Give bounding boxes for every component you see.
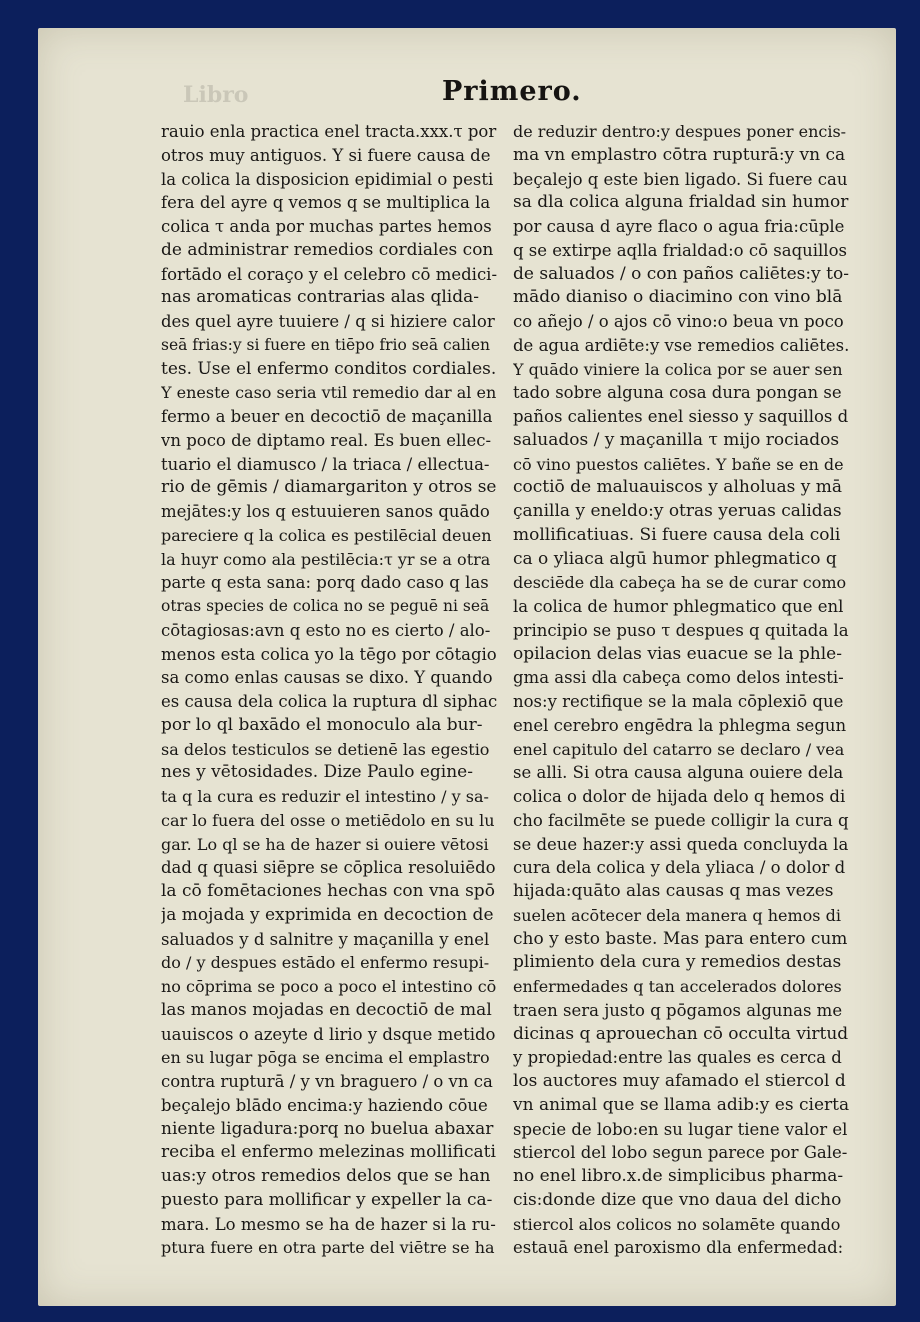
text-line: uas:y otros remedios delos que se han: [161, 1166, 491, 1186]
text-line: menos esta colica yo la tēgo por cōtagio: [161, 644, 497, 664]
text-line: tuario el diamusco / la triaca / ellectua-: [161, 454, 490, 474]
text-line: vn animal que se llama adib:y es cierta: [513, 1094, 849, 1115]
text-line: de saluados / o con paños caliētes:y to-: [513, 263, 849, 284]
text-line: desciēde dla cabeça ha se de curar como: [513, 573, 847, 593]
text-line: colica o dolor de hijada delo q hemos di: [513, 787, 846, 806]
text-line: car lo fuera del osse o metiēdolo en su lu: [161, 810, 495, 830]
text-line: suelen acōtecer dela manera q hemos di: [513, 905, 841, 925]
page-title: Primero.: [442, 76, 582, 107]
running-header: [38, 76, 896, 116]
text-line: ta q la cura es reduzir el intestino / y sa-: [161, 787, 489, 806]
text-line: fortādo el coraço y el celebro cō medici-: [161, 264, 497, 284]
text-line: fermo a beuer en decoctiō de maçanilla: [161, 407, 493, 426]
text-line: colica τ anda por muchas partes hemos: [161, 217, 492, 236]
text-line: cō vino puestos caliētes. Y bañe se en de: [513, 454, 844, 474]
text-line: plimiento dela cura y remedios destas: [513, 952, 842, 973]
text-line: otras species de colica no se peguē ni seā: [161, 597, 490, 615]
text-line: opilacion delas vias euacue se la phle-: [513, 643, 842, 664]
book-page: [38, 28, 896, 1306]
text-line: es causa dela colica la ruptura dl siphac: [161, 692, 497, 711]
text-line: traen sera justo q pōgamos algunas me: [513, 1000, 843, 1020]
text-line: cura dela colica y dela yliaca / o dolor d: [513, 858, 846, 878]
text-line: paños calientes enel siesso y saquillos d: [513, 407, 849, 426]
text-line: tes. Use el enfermo conditos cordiales.: [161, 358, 497, 379]
text-line: saluados / y maçanilla τ mijo rociados: [513, 429, 840, 450]
text-line: specie de lobo:en su lugar tiene valor el: [513, 1119, 848, 1139]
text-line: seā frias:y si fuere en tiēpo frio seā calien: [161, 335, 491, 354]
text-line: saluados y d salnitre y maçanilla y enel: [161, 929, 490, 949]
text-line: la cō fomētaciones hechas con vna spō: [161, 881, 495, 901]
text-line: ja mojada y exprimida en decoction de: [161, 904, 494, 925]
text-line: nes y vētosidades. Dize Paulo egine-: [161, 762, 473, 783]
text-line: Y quādo viniere la colica por se auer sen: [513, 359, 843, 379]
text-line: vn poco de diptamo real. Es buen ellec-: [161, 430, 492, 450]
text-line: fera del ayre q vemos q se multiplica la: [161, 193, 491, 213]
text-line: niente ligadura:porq no buelua abaxar: [161, 1118, 494, 1139]
text-line: la colica de humor phlegmatico que enl: [513, 597, 844, 616]
text-line: sa como enlas causas se dixo. Y quando: [161, 668, 493, 688]
text-line: beçalejo blādo encima:y haziendo cōue: [161, 1095, 488, 1115]
text-line: hijada:quāto alas causas q mas vezes: [513, 881, 834, 901]
text-line: cōtagiosas:avn q esto no es cierto / alo-: [161, 620, 491, 640]
text-line: ma vn emplastro cōtra rupturā:y vn ca: [513, 144, 846, 165]
text-line: beçalejo q este bien ligado. Si fuere cau: [513, 169, 848, 189]
text-line: enfermedades q tan accelerados dolores: [513, 977, 842, 996]
text-line: de reduzir dentro:y despues poner encis-: [513, 122, 847, 141]
text-line: enel capitulo del catarro se declaro / vea: [513, 739, 845, 759]
text-line: coctiō de maluauiscos y alholuas y mā: [513, 477, 842, 498]
text-line: gar. Lo ql se ha de hazer si ouiere vētosi: [161, 834, 489, 854]
text-line: nos:y rectifique se la mala cōplexiō que: [513, 692, 844, 711]
left-text-column: [161, 120, 497, 1260]
text-line: stiercol del lobo segun parece por Gale-: [513, 1143, 848, 1163]
text-line: dad q quasi siēpre se cōplica resoluiēdo: [161, 858, 496, 878]
text-line: se alli. Si otra causa alguna ouiere dela: [513, 763, 844, 783]
text-line: tado sobre alguna cosa dura pongan se: [513, 383, 842, 403]
text-line: las manos mojadas en decoctiō de mal: [161, 999, 492, 1020]
text-line: ptura fuere en otra parte del viētre se ha: [161, 1238, 495, 1258]
text-line: por causa d ayre flaco o agua fria:cūple: [513, 217, 845, 236]
text-line: contra rupturā / y vn braguero / o vn ca: [161, 1072, 493, 1091]
text-line: reciba el enfermo melezinas mollificati: [161, 1142, 496, 1163]
text-line: cis:donde dize que vno daua del dicho: [513, 1189, 842, 1210]
text-line: Y eneste caso seria vtil remedio dar al en: [161, 383, 497, 403]
bleed-through-text: Libro: [183, 82, 249, 108]
text-line: mādo dianiso o diacimino con vino blā: [513, 287, 843, 308]
text-line: çanilla y eneldo:y otras yeruas calidas: [513, 501, 842, 521]
text-line: mollificatiuas. Si fuere causa dela coli: [513, 524, 841, 545]
text-line: cho facilmēte se puede colligir la cura q: [513, 810, 849, 830]
text-line: por lo ql baxādo el monoculo ala bur-: [161, 714, 483, 735]
text-line: uauiscos o azeyte d lirio y dsque metido: [161, 1024, 496, 1044]
text-line: dicinas q aprouechan cō occulta virtud: [513, 1023, 849, 1044]
text-line: estauā enel paroxismo dla enfermedad:: [513, 1238, 844, 1258]
text-line: y propiedad:entre las quales es cerca d: [513, 1048, 842, 1068]
text-line: sa delos testiculos se detienē las egestio: [161, 739, 490, 759]
text-line: otros muy antiguos. Y si fuere causa de: [161, 145, 491, 165]
text-line: no enel libro.x.de simplicibus pharma-: [513, 1166, 844, 1186]
text-line: nas aromaticas contrarias alas qlida-: [161, 287, 479, 308]
text-line: do / y despues estādo el enfermo resupi-: [161, 953, 490, 973]
text-line: se deue hazer:y assi queda concluyda la: [513, 834, 849, 854]
text-line: pareciere q la colica es pestilēcial deuen: [161, 525, 492, 545]
text-line: de administrar remedios cordiales con: [161, 239, 494, 260]
text-line: enel cerebro engēdra la phlegma segun: [513, 715, 847, 735]
right-text-column: [513, 120, 849, 1260]
text-line: de agua ardiēte:y vse remedios caliētes.: [513, 335, 849, 355]
text-line: des quel ayre tuuiere / q si hiziere calor: [161, 312, 495, 331]
text-line: la huyr como ala pestilēcia:τ yr se a otra: [161, 549, 491, 569]
text-line: ca o yliaca algū humor phlegmatico q: [513, 548, 837, 569]
text-line: rauio enla practica enel tracta.xxx.τ por: [161, 122, 497, 141]
text-line: en su lugar pōga se encima el emplastro: [161, 1048, 490, 1068]
text-line: cho y esto baste. Mas para entero cum: [513, 928, 848, 949]
text-line: stiercol alos colicos no solamēte quando: [513, 1214, 841, 1234]
text-line: los auctores muy afamado el stiercol d: [513, 1071, 846, 1091]
text-line: gma assi dla cabeça como delos intesti-: [513, 668, 844, 688]
text-line: co añejo / o ajos cō vino:o beua vn poco: [513, 312, 844, 331]
text-line: mara. Lo mesmo se ha de hazer si la ru-: [161, 1214, 496, 1234]
text-line: puesto para mollificar y expeller la ca-: [161, 1189, 493, 1210]
text-line: la colica la disposicion epidimial o pesti: [161, 169, 494, 189]
text-line: no cōprima se poco a poco el intestino cō: [161, 977, 497, 996]
text-line: rio de gēmis / diamargariton y otros se: [161, 477, 497, 498]
text-line: sa dla colica alguna frialdad sin humor: [513, 192, 849, 213]
text-line: parte q esta sana: porq dado caso q las: [161, 573, 489, 593]
text-line: principio se puso τ despues q quitada la: [513, 620, 849, 640]
text-line: mejātes:y los q estuuieren sanos quādo: [161, 502, 490, 521]
text-line: q se extirpe aqlla frialdad:o cō saquillos: [513, 240, 847, 260]
